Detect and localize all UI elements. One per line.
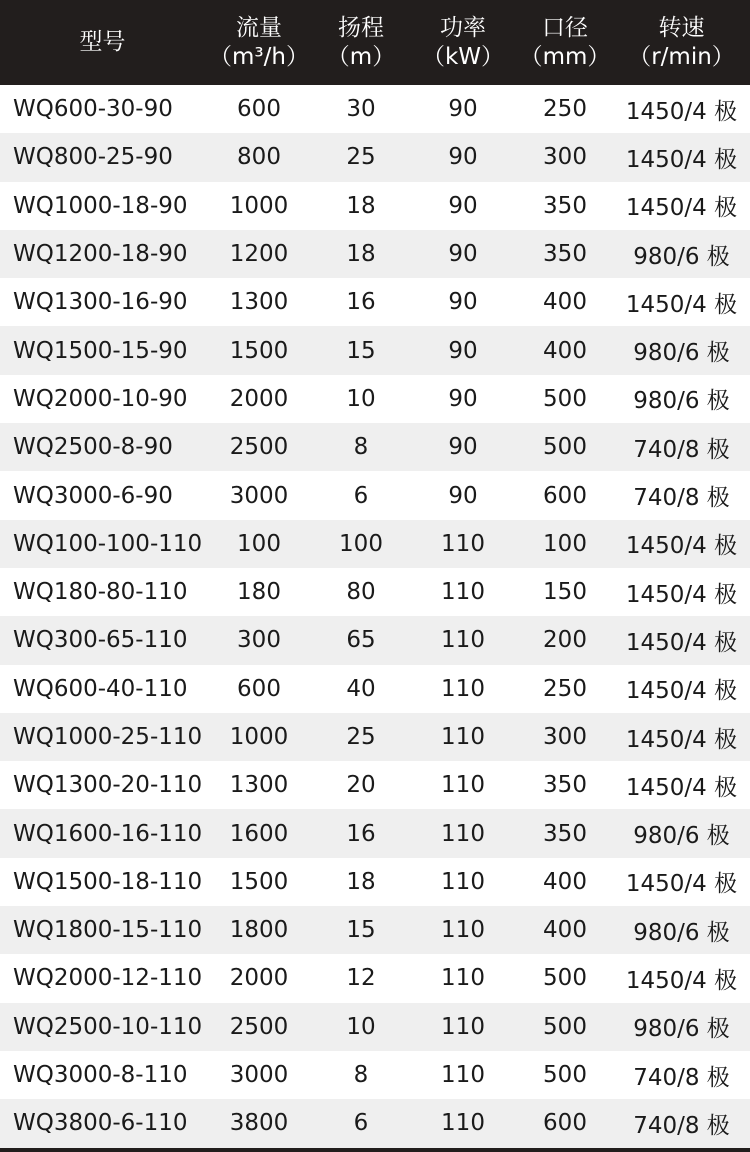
cell-power: 110 bbox=[441, 868, 485, 895]
cell-speed: 1450/4 极 bbox=[625, 291, 738, 318]
cell-model: WQ1500-18-110 bbox=[13, 868, 203, 895]
cell-head: 25 bbox=[346, 724, 376, 750]
cell-model: WQ1000-18-90 bbox=[13, 192, 188, 219]
cell-power: 90 bbox=[448, 192, 478, 219]
cell-flow: 1300 bbox=[229, 289, 289, 316]
cell-speed: 980/6 极 bbox=[633, 388, 730, 415]
cell-flow: 1500 bbox=[229, 868, 289, 895]
cell-flow: 1600 bbox=[229, 820, 289, 847]
header-head-unit: （m） bbox=[326, 43, 396, 70]
cell-model: WQ3000-6-90 bbox=[13, 482, 173, 509]
table-row bbox=[0, 665, 750, 713]
cell-diameter: 250 bbox=[543, 675, 587, 702]
cell-speed: 1450/4 极 bbox=[625, 871, 738, 898]
cell-flow: 1300 bbox=[229, 772, 289, 799]
cell-diameter: 200 bbox=[543, 627, 587, 654]
cell-head: 8 bbox=[353, 434, 369, 461]
table-row bbox=[0, 1003, 750, 1051]
table-row bbox=[0, 809, 750, 857]
cell-speed: 980/6 极 bbox=[633, 340, 730, 367]
cell-flow: 180 bbox=[237, 579, 281, 606]
cell-diameter: 500 bbox=[543, 434, 587, 461]
cell-speed: 1450/4 极 bbox=[625, 195, 738, 222]
cell-diameter: 400 bbox=[543, 289, 587, 316]
cell-diameter: 600 bbox=[543, 1110, 587, 1137]
cell-head: 15 bbox=[346, 917, 376, 944]
table-row bbox=[0, 375, 750, 423]
table-row bbox=[0, 568, 750, 616]
cell-head: 80 bbox=[346, 579, 376, 606]
cell-model: WQ1800-15-110 bbox=[13, 917, 203, 944]
cell-power: 110 bbox=[441, 917, 485, 944]
header-speed-unit: （r/min） bbox=[628, 43, 735, 70]
cell-speed: 980/6 极 bbox=[633, 1016, 730, 1043]
cell-flow: 1200 bbox=[229, 241, 289, 268]
table-row bbox=[0, 423, 750, 471]
cell-speed: 980/6 极 bbox=[633, 823, 730, 850]
cell-head: 10 bbox=[346, 385, 376, 412]
cell-power: 110 bbox=[441, 772, 485, 799]
cell-diameter: 250 bbox=[543, 96, 587, 123]
table-row bbox=[0, 471, 750, 519]
cell-speed: 1450/4 极 bbox=[625, 678, 738, 705]
cell-power: 110 bbox=[441, 1013, 485, 1040]
cell-power: 90 bbox=[448, 337, 478, 364]
cell-diameter: 500 bbox=[543, 385, 587, 412]
cell-power: 90 bbox=[448, 144, 478, 171]
cell-power: 90 bbox=[448, 434, 478, 461]
cell-model: WQ600-40-110 bbox=[13, 675, 188, 702]
cell-diameter: 350 bbox=[543, 241, 587, 268]
cell-speed: 980/6 极 bbox=[633, 919, 730, 946]
table-row bbox=[0, 761, 750, 809]
cell-diameter: 100 bbox=[543, 530, 587, 557]
header-power-unit: （kW） bbox=[421, 43, 505, 70]
header-model bbox=[0, 0, 205, 85]
cell-flow: 300 bbox=[237, 627, 281, 654]
cell-flow: 100 bbox=[237, 530, 281, 557]
cell-flow: 1000 bbox=[229, 724, 289, 750]
cell-flow: 2000 bbox=[229, 385, 289, 412]
cell-power: 110 bbox=[441, 530, 485, 557]
cell-flow: 2500 bbox=[229, 1013, 289, 1040]
cell-speed: 740/8 极 bbox=[633, 485, 730, 512]
table-row bbox=[0, 520, 750, 568]
cell-head: 30 bbox=[346, 96, 376, 123]
cell-model: WQ2000-10-90 bbox=[13, 385, 188, 412]
cell-power: 110 bbox=[441, 579, 485, 606]
cell-flow: 1800 bbox=[229, 917, 289, 944]
cell-diameter: 500 bbox=[543, 1013, 587, 1040]
header-head-label: 扬程 bbox=[338, 14, 384, 41]
cell-speed: 1450/4 极 bbox=[625, 581, 738, 608]
cell-model: WQ600-30-90 bbox=[13, 96, 173, 123]
cell-flow: 3800 bbox=[229, 1110, 289, 1137]
cell-speed: 1450/4 极 bbox=[625, 629, 738, 656]
cell-model: WQ2500-10-110 bbox=[13, 1013, 203, 1040]
cell-diameter: 350 bbox=[543, 820, 587, 847]
cell-speed: 1450/4 极 bbox=[625, 774, 738, 801]
cell-speed: 1450/4 极 bbox=[625, 146, 738, 173]
cell-model: WQ1500-15-90 bbox=[13, 337, 188, 364]
cell-diameter: 500 bbox=[543, 965, 587, 992]
cell-head: 40 bbox=[346, 675, 376, 702]
cell-head: 8 bbox=[353, 1062, 369, 1089]
cell-model: WQ1300-16-90 bbox=[13, 289, 188, 316]
cell-power: 110 bbox=[441, 627, 485, 654]
cell-diameter: 500 bbox=[543, 1062, 587, 1089]
cell-diameter: 350 bbox=[543, 192, 587, 219]
cell-model: WQ1600-16-110 bbox=[13, 820, 203, 847]
header-speed-label: 转速 bbox=[658, 14, 705, 41]
header-flow bbox=[205, 0, 313, 85]
cell-diameter: 300 bbox=[543, 724, 587, 750]
cell-head: 16 bbox=[346, 289, 376, 316]
table-row bbox=[0, 230, 750, 278]
cell-power: 90 bbox=[448, 96, 478, 123]
cell-diameter: 300 bbox=[543, 144, 587, 171]
table-row bbox=[0, 616, 750, 664]
cell-flow: 1500 bbox=[229, 337, 289, 364]
cell-flow: 600 bbox=[237, 675, 281, 702]
cell-power: 110 bbox=[441, 1062, 485, 1089]
cell-model: WQ3000-8-110 bbox=[13, 1062, 188, 1089]
cell-head: 16 bbox=[346, 820, 376, 847]
header-diameter-unit: （mm） bbox=[519, 43, 611, 70]
header-diameter-label: 口径 bbox=[542, 14, 588, 41]
cell-speed: 980/6 极 bbox=[633, 243, 730, 270]
cell-power: 110 bbox=[441, 675, 485, 702]
cell-speed: 1450/4 极 bbox=[625, 967, 738, 994]
cell-flow: 2500 bbox=[229, 434, 289, 461]
cell-speed: 740/8 极 bbox=[633, 436, 730, 463]
cell-model: WQ2500-8-90 bbox=[13, 434, 173, 461]
cell-power: 90 bbox=[448, 241, 478, 268]
table-row bbox=[0, 1051, 750, 1099]
cell-power: 110 bbox=[441, 1110, 485, 1137]
cell-model: WQ800-25-90 bbox=[13, 144, 173, 171]
table-row bbox=[0, 326, 750, 374]
cell-model: WQ300-65-110 bbox=[13, 627, 188, 654]
cell-head: 65 bbox=[346, 627, 376, 654]
header-power bbox=[409, 0, 517, 85]
cell-head: 18 bbox=[346, 192, 376, 219]
cell-flow: 3000 bbox=[229, 482, 289, 509]
cell-head: 12 bbox=[346, 965, 376, 992]
cell-speed: 1450/4 极 bbox=[625, 98, 738, 125]
cell-head: 6 bbox=[353, 1110, 369, 1137]
cell-power: 110 bbox=[441, 724, 485, 750]
cell-diameter: 400 bbox=[543, 917, 587, 944]
header-head bbox=[313, 0, 409, 85]
cell-model: WQ2000-12-110 bbox=[13, 965, 203, 992]
cell-speed: 740/8 极 bbox=[633, 1112, 730, 1139]
cell-head: 18 bbox=[346, 868, 376, 895]
cell-diameter: 150 bbox=[543, 579, 587, 606]
cell-head: 15 bbox=[346, 337, 376, 364]
cell-power: 90 bbox=[448, 482, 478, 509]
cell-model: WQ100-100-110 bbox=[13, 530, 203, 557]
table-row bbox=[0, 133, 750, 181]
cell-head: 100 bbox=[339, 530, 383, 557]
cell-head: 10 bbox=[346, 1013, 376, 1040]
cell-power: 110 bbox=[441, 965, 485, 992]
cell-model: WQ1300-20-110 bbox=[13, 772, 203, 799]
table-row bbox=[0, 906, 750, 954]
cell-diameter: 400 bbox=[543, 337, 587, 364]
cell-model: WQ1000-25-110 bbox=[13, 724, 203, 750]
cell-flow: 1000 bbox=[229, 192, 289, 219]
cell-speed: 740/8 极 bbox=[633, 1064, 730, 1091]
cell-diameter: 350 bbox=[543, 772, 587, 799]
cell-flow: 600 bbox=[237, 96, 281, 123]
cell-head: 6 bbox=[353, 482, 369, 509]
table-row bbox=[0, 278, 750, 326]
cell-diameter: 400 bbox=[543, 868, 587, 895]
table-row bbox=[0, 85, 750, 133]
cell-diameter: 600 bbox=[543, 482, 587, 509]
cell-model: WQ3800-6-110 bbox=[13, 1110, 188, 1137]
cell-speed: 1450/4 极 bbox=[625, 533, 738, 560]
header-power-label: 功率 bbox=[440, 14, 486, 41]
bottom-rule bbox=[0, 1148, 750, 1152]
table-row bbox=[0, 954, 750, 1002]
table-header bbox=[0, 0, 750, 85]
cell-head: 25 bbox=[346, 144, 376, 171]
cell-flow: 2000 bbox=[229, 965, 289, 992]
header-flow-label: 流量 bbox=[236, 14, 282, 41]
header-model-label: 型号 bbox=[79, 29, 126, 55]
cell-power: 110 bbox=[441, 820, 485, 847]
cell-speed: 1450/4 极 bbox=[625, 726, 738, 753]
cell-flow: 800 bbox=[237, 144, 281, 171]
cell-model: WQ180-80-110 bbox=[13, 579, 188, 606]
table-row bbox=[0, 182, 750, 230]
table-row bbox=[0, 858, 750, 906]
header-row bbox=[0, 0, 750, 85]
table-body bbox=[0, 85, 750, 1148]
header-speed bbox=[613, 0, 750, 85]
cell-flow: 3000 bbox=[229, 1062, 289, 1089]
header-flow-unit: （m³/h） bbox=[209, 43, 309, 70]
cell-power: 90 bbox=[448, 289, 478, 316]
table-row bbox=[0, 713, 750, 761]
table-row bbox=[0, 1099, 750, 1147]
cell-power: 90 bbox=[448, 385, 478, 412]
header-diameter bbox=[517, 0, 613, 85]
cell-head: 20 bbox=[346, 772, 376, 799]
cell-model: WQ1200-18-90 bbox=[13, 241, 188, 268]
cell-head: 18 bbox=[346, 241, 376, 268]
